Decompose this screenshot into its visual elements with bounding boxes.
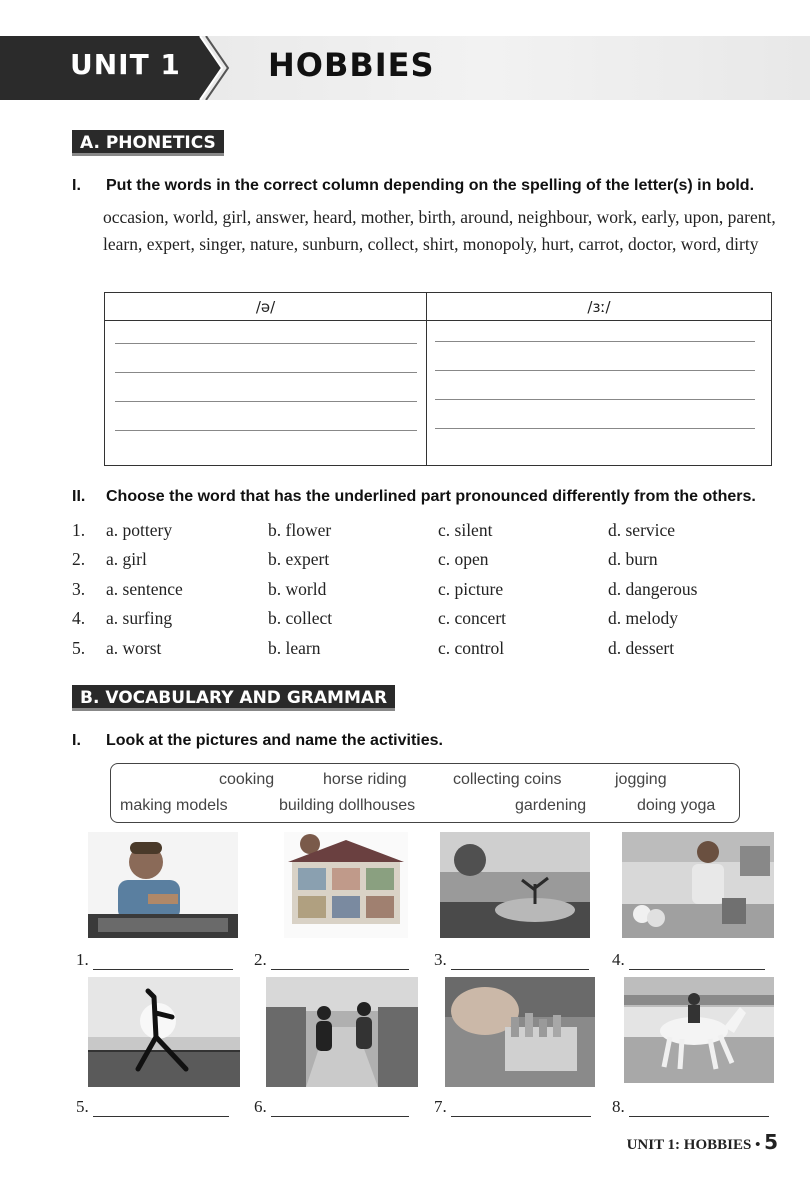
option-b[interactable]: b. expert	[268, 549, 330, 569]
answer-blank[interactable]	[76, 950, 233, 970]
word-box-item: doing yoga	[637, 797, 716, 814]
word-box-item: collecting coins	[453, 771, 562, 788]
option-c[interactable]: c. picture	[438, 579, 504, 599]
answer-line-right[interactable]	[435, 370, 755, 371]
answer-line[interactable]	[629, 1103, 769, 1117]
word-box-item: horse riding	[323, 771, 407, 788]
activity-word-box	[110, 763, 740, 823]
answer-blank[interactable]	[612, 1097, 769, 1117]
answer-line-left[interactable]	[115, 401, 417, 402]
ex-text: Look at the pictures and name the activities.	[106, 732, 443, 749]
answer-line-left[interactable]	[115, 343, 417, 344]
option-d[interactable]: d. dessert	[608, 638, 675, 658]
question-number: 2.	[72, 549, 86, 569]
mcq-row	[72, 608, 792, 634]
column-schwa-header: /ə/	[105, 293, 426, 321]
phonetics-ex1-instruction	[72, 177, 792, 197]
answer-line[interactable]	[93, 956, 233, 970]
option-b[interactable]: b. world	[268, 579, 327, 599]
mcq-row	[72, 579, 792, 605]
question-number: 1.	[72, 520, 86, 540]
ex-text: Put the words in the correct column depending on the spelling of the letter(s) in bold.	[106, 177, 755, 194]
phonetics-ex2-instruction	[72, 488, 792, 508]
option-c[interactable]: c. control	[438, 638, 505, 658]
word-box-item: gardening	[515, 797, 587, 814]
unit-title: HOBBIES	[268, 46, 435, 84]
section-a-title: A. PHONETICS	[72, 130, 224, 156]
question-number: 4.	[72, 608, 86, 628]
option-d[interactable]: d. service	[608, 520, 676, 540]
answer-line-right[interactable]	[435, 399, 755, 400]
unit-banner	[0, 36, 810, 100]
answer-blank[interactable]	[612, 950, 765, 970]
answer-number: 2.	[254, 950, 267, 969]
photo-making-models	[88, 832, 238, 938]
answer-line[interactable]	[93, 1103, 229, 1117]
answer-line[interactable]	[629, 956, 765, 970]
answer-blank[interactable]	[434, 950, 589, 970]
answer-line-right[interactable]	[435, 428, 755, 429]
answer-line[interactable]	[271, 1103, 409, 1117]
question-number: 3.	[72, 579, 86, 599]
photo-collecting-coins	[445, 977, 595, 1087]
column-divider	[426, 293, 427, 465]
photo-jogging	[266, 977, 418, 1087]
ex-number: II.	[72, 488, 86, 505]
option-a[interactable]: a. pottery	[106, 520, 173, 540]
answer-line-left[interactable]	[115, 372, 417, 373]
answer-number: 6.	[254, 1097, 267, 1116]
option-d[interactable]: d. dangerous	[608, 579, 698, 599]
answer-number: 4.	[612, 950, 625, 969]
answer-line[interactable]	[451, 956, 589, 970]
word-box-item: making models	[120, 797, 228, 814]
page-footer	[627, 1130, 778, 1154]
answer-line-right[interactable]	[435, 341, 755, 342]
answer-number: 8.	[612, 1097, 625, 1116]
sound-sort-table	[104, 292, 772, 466]
word-box-item: building dollhouses	[279, 797, 416, 814]
option-a[interactable]: a. surfing	[106, 608, 173, 628]
section-b-title: B. VOCABULARY AND GRAMMAR	[72, 685, 395, 711]
option-c[interactable]: c. concert	[438, 608, 507, 628]
option-a[interactable]: a. worst	[106, 638, 162, 658]
mcq-row	[72, 549, 792, 575]
ex-text: Choose the word that has the underlined part pronounced differently from the others.	[106, 488, 756, 505]
column-er-header: /ɜː/	[427, 293, 771, 321]
word-box-item: cooking	[219, 771, 275, 788]
option-d[interactable]: d. burn	[608, 549, 658, 569]
option-a[interactable]: a. girl	[106, 549, 147, 569]
option-d[interactable]: d. melody	[608, 608, 678, 628]
photo-building-dollhouses	[284, 832, 408, 938]
option-b[interactable]: b. learn	[268, 638, 321, 658]
answer-blank[interactable]	[254, 1097, 409, 1117]
answer-line-left[interactable]	[115, 430, 417, 431]
answer-line[interactable]	[451, 1103, 591, 1117]
photo-gardening	[440, 832, 590, 938]
vocab-ex1-instruction	[72, 732, 792, 752]
page-number: 5	[764, 1130, 778, 1154]
question-number: 5.	[72, 638, 86, 658]
ex-number: I.	[72, 732, 81, 749]
answer-blank[interactable]	[254, 950, 409, 970]
option-b[interactable]: b. flower	[268, 520, 332, 540]
photo-doing-yoga	[88, 977, 240, 1087]
unit-number: UNIT 1	[70, 48, 181, 81]
photo-cooking	[622, 832, 774, 938]
mcq-row	[72, 638, 792, 664]
option-a[interactable]: a. sentence	[106, 579, 183, 599]
ex-number: I.	[72, 177, 81, 194]
footer-text: UNIT 1: HOBBIES •	[626, 1137, 761, 1153]
answer-number: 5.	[76, 1097, 89, 1116]
answer-number: 3.	[434, 950, 447, 969]
answer-line[interactable]	[271, 956, 409, 970]
answer-blank[interactable]	[76, 1097, 229, 1117]
word-list: occasion, world, girl, answer, heard, mother, birth, around, neighbour, work, early, upon, parent, learn, expert, singer, nature, sunburn, collect, shirt, monopoly, hurt, carrot, doctor, word, dirty	[103, 207, 776, 254]
option-c[interactable]: c. open	[438, 549, 489, 569]
word-box-item: jogging	[615, 771, 667, 788]
option-c[interactable]: c. silent	[438, 520, 493, 540]
answer-number: 1.	[76, 950, 89, 969]
option-b[interactable]: b. collect	[268, 608, 333, 628]
mcq-row	[72, 520, 792, 546]
photo-horse-riding	[624, 977, 774, 1083]
answer-number: 7.	[434, 1097, 447, 1116]
answer-blank[interactable]	[434, 1097, 591, 1117]
